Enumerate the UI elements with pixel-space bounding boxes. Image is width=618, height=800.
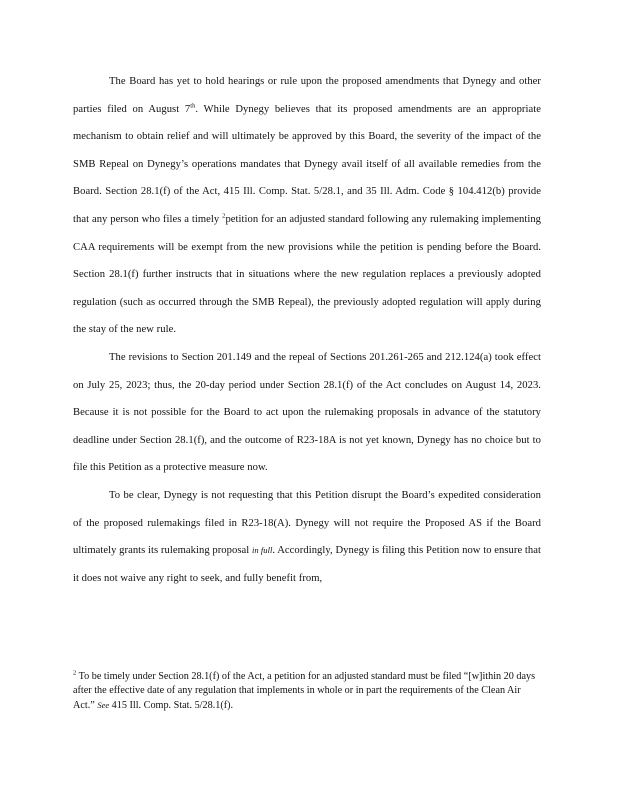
- footnote-marker: 2: [73, 669, 77, 677]
- paragraph-1-text-b: . While Dynegy believes that its proposed amendments are an appropriate mechanism to obtain relief and will ultimately be approved by this Board, the severity of the impact of the SMB Repeal on Dynegy’s operations mandates that Dynegy avail itself of all available remedies from the Board. Section 28.1(f) of the Act, 415 Ill. Comp. Stat. 5/28.1, and 35 Ill. Adm. Code § 104.412(b) provide that any person who files a timely: [73, 103, 541, 225]
- body-text: [73, 68, 541, 592]
- paragraph-3-text-b: . Accordingly, Dynegy is filing this Petition now to ensure that it does not waive any right to seek, and fully benefit from,: [73, 545, 541, 584]
- footnote-2: [73, 670, 537, 714]
- footnote: [73, 670, 537, 714]
- paragraph-1: [73, 68, 541, 344]
- footnote-reference: 2: [222, 212, 226, 220]
- paragraph-3: [73, 482, 541, 592]
- footnote-text-a: To be timely under Section 28.1(f) of the Act, a petition for an adjusted standard must be filed “[w]ithin 20 days after the effective date of any regulation that implements in whole or in part the requirements of the Clean Air Act.”: [73, 671, 536, 712]
- footnote-text-b: 415 Ill. Comp. Stat. 5/28.1(f).: [109, 700, 234, 712]
- italic-emphasis: in full: [251, 545, 273, 556]
- footnote-see-signal: See: [97, 700, 110, 711]
- paragraph-1-text-c: petition for an adjusted standard following any rulemaking implementing CAA requirements will be exempt from the new provisions while the petition is pending before the Board. Section 28.1(f) further instructs that in situations where the new regulation replaces a previously adopted regulation (such as occurred through the SMB Repeal), the previously adopted regulation will apply during the stay of the new rule.: [73, 213, 542, 336]
- paragraph-1-text-a: The Board has yet to hold hearings or rule upon the proposed amendments that Dynegy and other parties filed on August 7: [73, 76, 541, 115]
- paragraph-2: The revisions to Section 201.149 and the repeal of Sections 201.261-265 and 212.124(a) took effect on July 25, 2023; thus, the 20-day period under Section 28.1(f) of the Act concludes on August 14, 2023. Because it is not possible for the Board to act upon the rulemaking proposals in advance of the statutory deadline under Section 28.1(f), and the outcome of R23-18A is not yet known, Dynegy has no choice but to file this Petition as a protective measure now.: [73, 351, 541, 474]
- ordinal-suffix: th: [190, 102, 196, 110]
- paragraph-3-text-a: To be clear, Dynegy is not requesting that this Petition disrupt the Board’s expedited consideration of the proposed rulemakings filed in R23-18(A). Dynegy will not require the Proposed AS if the Board ultimately grants its rulemaking proposal: [73, 489, 541, 557]
